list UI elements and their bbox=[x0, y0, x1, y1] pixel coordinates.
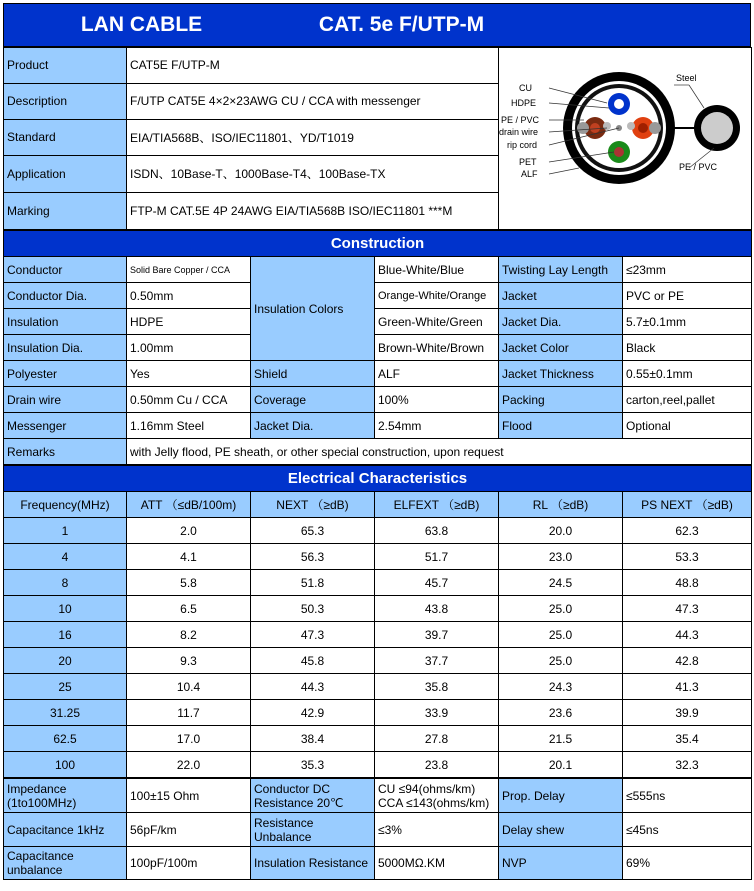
table-cell: 2.0 bbox=[127, 518, 251, 544]
table-cell: 23.0 bbox=[499, 544, 623, 570]
cap-unb-line1: Capacitance bbox=[7, 849, 74, 863]
shield-value: ALF bbox=[375, 361, 499, 387]
table-row bbox=[4, 622, 752, 648]
product-value: CAT5E F/UTP-M bbox=[127, 48, 499, 84]
conductor-value: Solid Bare Copper / CCA bbox=[127, 257, 251, 283]
shield-label: Shield bbox=[251, 361, 375, 387]
capacitance-unbalance-value: 100pF/100m bbox=[127, 847, 251, 880]
table-cell: 20.0 bbox=[499, 518, 623, 544]
table-cell: 39.9 bbox=[623, 700, 752, 726]
label-rip-cord: rip cord bbox=[507, 140, 538, 150]
prop-delay-value: ≤555ns bbox=[623, 779, 752, 813]
table-cell: 35.3 bbox=[251, 752, 375, 778]
table-cell: 100 bbox=[4, 752, 127, 778]
jacket-color-value: Black bbox=[623, 335, 752, 361]
resistance-unbalance-value: ≤3% bbox=[375, 813, 499, 847]
table-row bbox=[4, 570, 752, 596]
conductor-dia-label: Conductor Dia. bbox=[4, 283, 127, 309]
res-unb-line1: Resistance bbox=[254, 815, 314, 830]
table-cell: 48.8 bbox=[623, 570, 752, 596]
polyester-label: Polyester bbox=[4, 361, 127, 387]
title-bar bbox=[3, 3, 751, 47]
table-cell: 51.8 bbox=[251, 570, 375, 596]
col-header-frequency: Frequency(MHz) bbox=[4, 492, 127, 518]
table-row bbox=[4, 726, 752, 752]
jacket-label: Jacket bbox=[499, 283, 623, 309]
table-cell: 17.0 bbox=[127, 726, 251, 752]
label-pe-pvc: PE / PVC bbox=[501, 115, 540, 125]
table-cell: 22.0 bbox=[127, 752, 251, 778]
table-cell: 20 bbox=[4, 648, 127, 674]
jacket-dia-value: 5.7±0.1mm bbox=[623, 309, 752, 335]
table-cell: 63.8 bbox=[375, 518, 499, 544]
cable-diagram-cell bbox=[499, 48, 752, 230]
table-row bbox=[4, 700, 752, 726]
dcr-label-line2: Resistance 20℃ bbox=[254, 795, 344, 810]
coverage-value: 100% bbox=[375, 387, 499, 413]
conductor-label: Conductor bbox=[4, 257, 127, 283]
electrical-table bbox=[3, 465, 752, 778]
table-cell: 41.3 bbox=[623, 674, 752, 700]
standard-value: EIA/TIA568B、ISO/IEC11801、YD/T1019 bbox=[127, 119, 499, 155]
table-cell: 1 bbox=[4, 518, 127, 544]
electrical-header-row bbox=[4, 492, 752, 518]
impedance-label-line2: (1to100MHz) bbox=[7, 795, 77, 810]
delay-skew-value: ≤45ns bbox=[623, 813, 752, 847]
table-cell: 51.7 bbox=[375, 544, 499, 570]
insulation-value: HDPE bbox=[127, 309, 251, 335]
table-cell: 45.7 bbox=[375, 570, 499, 596]
dc-resistance-label bbox=[251, 779, 375, 813]
table-cell: 16 bbox=[4, 622, 127, 648]
table-cell: 4 bbox=[4, 544, 127, 570]
nvp-value: 69% bbox=[623, 847, 752, 880]
description-value: F/UTP CAT5E 4×2×23AWG CU / CCA with messenger bbox=[127, 83, 499, 119]
delay-skew-label: Delay shew bbox=[499, 813, 623, 847]
label-steel: Steel bbox=[676, 73, 697, 83]
messenger-value: 1.16mm Steel bbox=[127, 413, 251, 439]
table-cell: 43.8 bbox=[375, 596, 499, 622]
insulation-label: Insulation bbox=[4, 309, 127, 335]
label-hdpe: HDPE bbox=[511, 98, 537, 108]
conductor-dia-value: 0.50mm bbox=[127, 283, 251, 309]
col-header-rl: RL （≥dB) bbox=[499, 492, 623, 518]
table-cell: 53.3 bbox=[623, 544, 752, 570]
packing-label: Packing bbox=[499, 387, 623, 413]
color-4: Brown-White/Brown bbox=[375, 335, 499, 361]
table-row bbox=[4, 674, 752, 700]
col-header-psnext: PS NEXT （≥dB) bbox=[623, 492, 752, 518]
polyester-value: Yes bbox=[127, 361, 251, 387]
table-cell: 38.4 bbox=[251, 726, 375, 752]
product-info-table bbox=[3, 47, 752, 230]
table-cell: 8.2 bbox=[127, 622, 251, 648]
impedance-label-line1: Impedance bbox=[7, 781, 67, 796]
remarks-value: with Jelly flood, PE sheath, or other special construction, upon request bbox=[127, 439, 752, 465]
table-cell: 42.9 bbox=[251, 700, 375, 726]
table-cell: 9.3 bbox=[127, 648, 251, 674]
packing-value: carton,reel,pallet bbox=[623, 387, 752, 413]
table-cell: 24.5 bbox=[499, 570, 623, 596]
label-alf: ALF bbox=[521, 169, 538, 179]
table-cell: 25.0 bbox=[499, 622, 623, 648]
color-2: Orange-White/Orange bbox=[375, 283, 499, 309]
table-row bbox=[4, 596, 752, 622]
table-cell: 56.3 bbox=[251, 544, 375, 570]
table-cell: 10 bbox=[4, 596, 127, 622]
jacket-thickness-value: 0.55±0.1mm bbox=[623, 361, 752, 387]
table-cell: 11.7 bbox=[127, 700, 251, 726]
res-unb-line2: Unbalance bbox=[254, 829, 312, 844]
table-cell: 33.9 bbox=[375, 700, 499, 726]
color-3: Green-White/Green bbox=[375, 309, 499, 335]
description-label: Description bbox=[4, 83, 127, 119]
table-cell: 31.25 bbox=[4, 700, 127, 726]
jacket-color-label: Jacket Color bbox=[499, 335, 623, 361]
table-cell: 65.3 bbox=[251, 518, 375, 544]
drain-wire-value: 0.50mm Cu / CCA bbox=[127, 387, 251, 413]
messenger-jacket-dia-value: 2.54mm bbox=[375, 413, 499, 439]
electrical-body bbox=[4, 518, 752, 778]
other-characteristics-table bbox=[3, 778, 752, 880]
table-cell: 50.3 bbox=[251, 596, 375, 622]
table-cell: 47.3 bbox=[623, 596, 752, 622]
flood-value: Optional bbox=[623, 413, 752, 439]
insulation-resistance-label: Insulation Resistance bbox=[251, 847, 375, 880]
flood-label: Flood bbox=[499, 413, 623, 439]
twisting-value: ≤23mm bbox=[623, 257, 752, 283]
coverage-label: Coverage bbox=[251, 387, 375, 413]
dcr-value-line1: CU ≤94(ohms/km) bbox=[378, 781, 476, 796]
cable-cross-section-diagram bbox=[499, 48, 752, 226]
col-header-elfext: ELFEXT （≥dB) bbox=[375, 492, 499, 518]
capacitance-unbalance-label bbox=[4, 847, 127, 880]
product-label: Product bbox=[4, 48, 127, 84]
table-row bbox=[4, 518, 752, 544]
dc-resistance-value bbox=[375, 779, 499, 813]
drain-wire-label: Drain wire bbox=[4, 387, 127, 413]
nvp-label: NVP bbox=[499, 847, 623, 880]
twisting-label: Twisting Lay Length bbox=[499, 257, 623, 283]
table-row bbox=[4, 752, 752, 778]
product-row bbox=[4, 48, 752, 84]
messenger-label: Messenger bbox=[4, 413, 127, 439]
insulation-colors-label: Insulation Colors bbox=[251, 257, 375, 361]
table-cell: 5.8 bbox=[127, 570, 251, 596]
title-left: LAN CABLE bbox=[80, 13, 203, 36]
table-cell: 10.4 bbox=[127, 674, 251, 700]
label-cu: CU bbox=[519, 83, 532, 93]
color-1: Blue-White/Blue bbox=[375, 257, 499, 283]
jacket-value: PVC or PE bbox=[623, 283, 752, 309]
capacitance-value: 56pF/km bbox=[127, 813, 251, 847]
prop-delay-label: Prop. Delay bbox=[499, 779, 623, 813]
table-cell: 25.0 bbox=[499, 648, 623, 674]
col-header-next: NEXT （≥dB) bbox=[251, 492, 375, 518]
label-drain-wire: drain wire bbox=[499, 127, 539, 137]
table-cell: 25 bbox=[4, 674, 127, 700]
table-cell: 44.3 bbox=[623, 622, 752, 648]
table-cell: 37.7 bbox=[375, 648, 499, 674]
table-cell: 24.3 bbox=[499, 674, 623, 700]
marking-label: Marking bbox=[4, 192, 127, 229]
table-row bbox=[4, 544, 752, 570]
standard-label: Standard bbox=[4, 119, 127, 155]
insulation-dia-value: 1.00mm bbox=[127, 335, 251, 361]
electrical-heading: Electrical Characteristics bbox=[4, 466, 752, 492]
construction-heading: Construction bbox=[4, 231, 752, 257]
insulation-dia-label: Insulation Dia. bbox=[4, 335, 127, 361]
col-header-att: ATT （≤dB/100m) bbox=[127, 492, 251, 518]
table-cell: 20.1 bbox=[499, 752, 623, 778]
table-row bbox=[4, 648, 752, 674]
dcr-value-line2: CCA ≤143(ohms/km) bbox=[378, 795, 490, 810]
table-cell: 4.1 bbox=[127, 544, 251, 570]
table-cell: 8 bbox=[4, 570, 127, 596]
table-cell: 25.0 bbox=[499, 596, 623, 622]
table-cell: 32.3 bbox=[623, 752, 752, 778]
application-label: Application bbox=[4, 155, 127, 192]
capacitance-label: Capacitance 1kHz bbox=[4, 813, 127, 847]
table-cell: 23.8 bbox=[375, 752, 499, 778]
label-pet: PET bbox=[519, 157, 537, 167]
resistance-unbalance-label bbox=[251, 813, 375, 847]
table-cell: 21.5 bbox=[499, 726, 623, 752]
remarks-label: Remarks bbox=[4, 439, 127, 465]
impedance-value: 100±15 Ohm bbox=[127, 779, 251, 813]
table-cell: 23.6 bbox=[499, 700, 623, 726]
table-cell: 39.7 bbox=[375, 622, 499, 648]
title-right: CAT. 5e F/UTP-M bbox=[318, 13, 485, 36]
construction-table bbox=[3, 230, 752, 465]
cap-unb-line2: unbalance bbox=[7, 863, 63, 877]
impedance-label bbox=[4, 779, 127, 813]
table-cell: 35.8 bbox=[375, 674, 499, 700]
table-cell: 62.3 bbox=[623, 518, 752, 544]
table-cell: 62.5 bbox=[4, 726, 127, 752]
table-cell: 47.3 bbox=[251, 622, 375, 648]
jacket-thickness-label: Jacket Thickness bbox=[499, 361, 623, 387]
label-pe-pvc-right: PE / PVC bbox=[679, 162, 718, 172]
messenger-jacket-dia-label: Jacket Dia. bbox=[251, 413, 375, 439]
table-cell: 27.8 bbox=[375, 726, 499, 752]
dcr-label-line1: Conductor DC bbox=[254, 781, 331, 796]
table-cell: 6.5 bbox=[127, 596, 251, 622]
insulation-resistance-value: 5000MΩ.KM bbox=[375, 847, 499, 880]
jacket-dia-label: Jacket Dia. bbox=[499, 309, 623, 335]
table-cell: 42.8 bbox=[623, 648, 752, 674]
spec-sheet bbox=[3, 3, 751, 880]
marking-value: FTP-M CAT.5E 4P 24AWG EIA/TIA568B ISO/IEC11801 ***M bbox=[127, 192, 499, 229]
application-value: ISDN、10Base-T、1000Base-T4、100Base-TX bbox=[127, 155, 499, 192]
table-cell: 35.4 bbox=[623, 726, 752, 752]
table-cell: 45.8 bbox=[251, 648, 375, 674]
table-cell: 44.3 bbox=[251, 674, 375, 700]
